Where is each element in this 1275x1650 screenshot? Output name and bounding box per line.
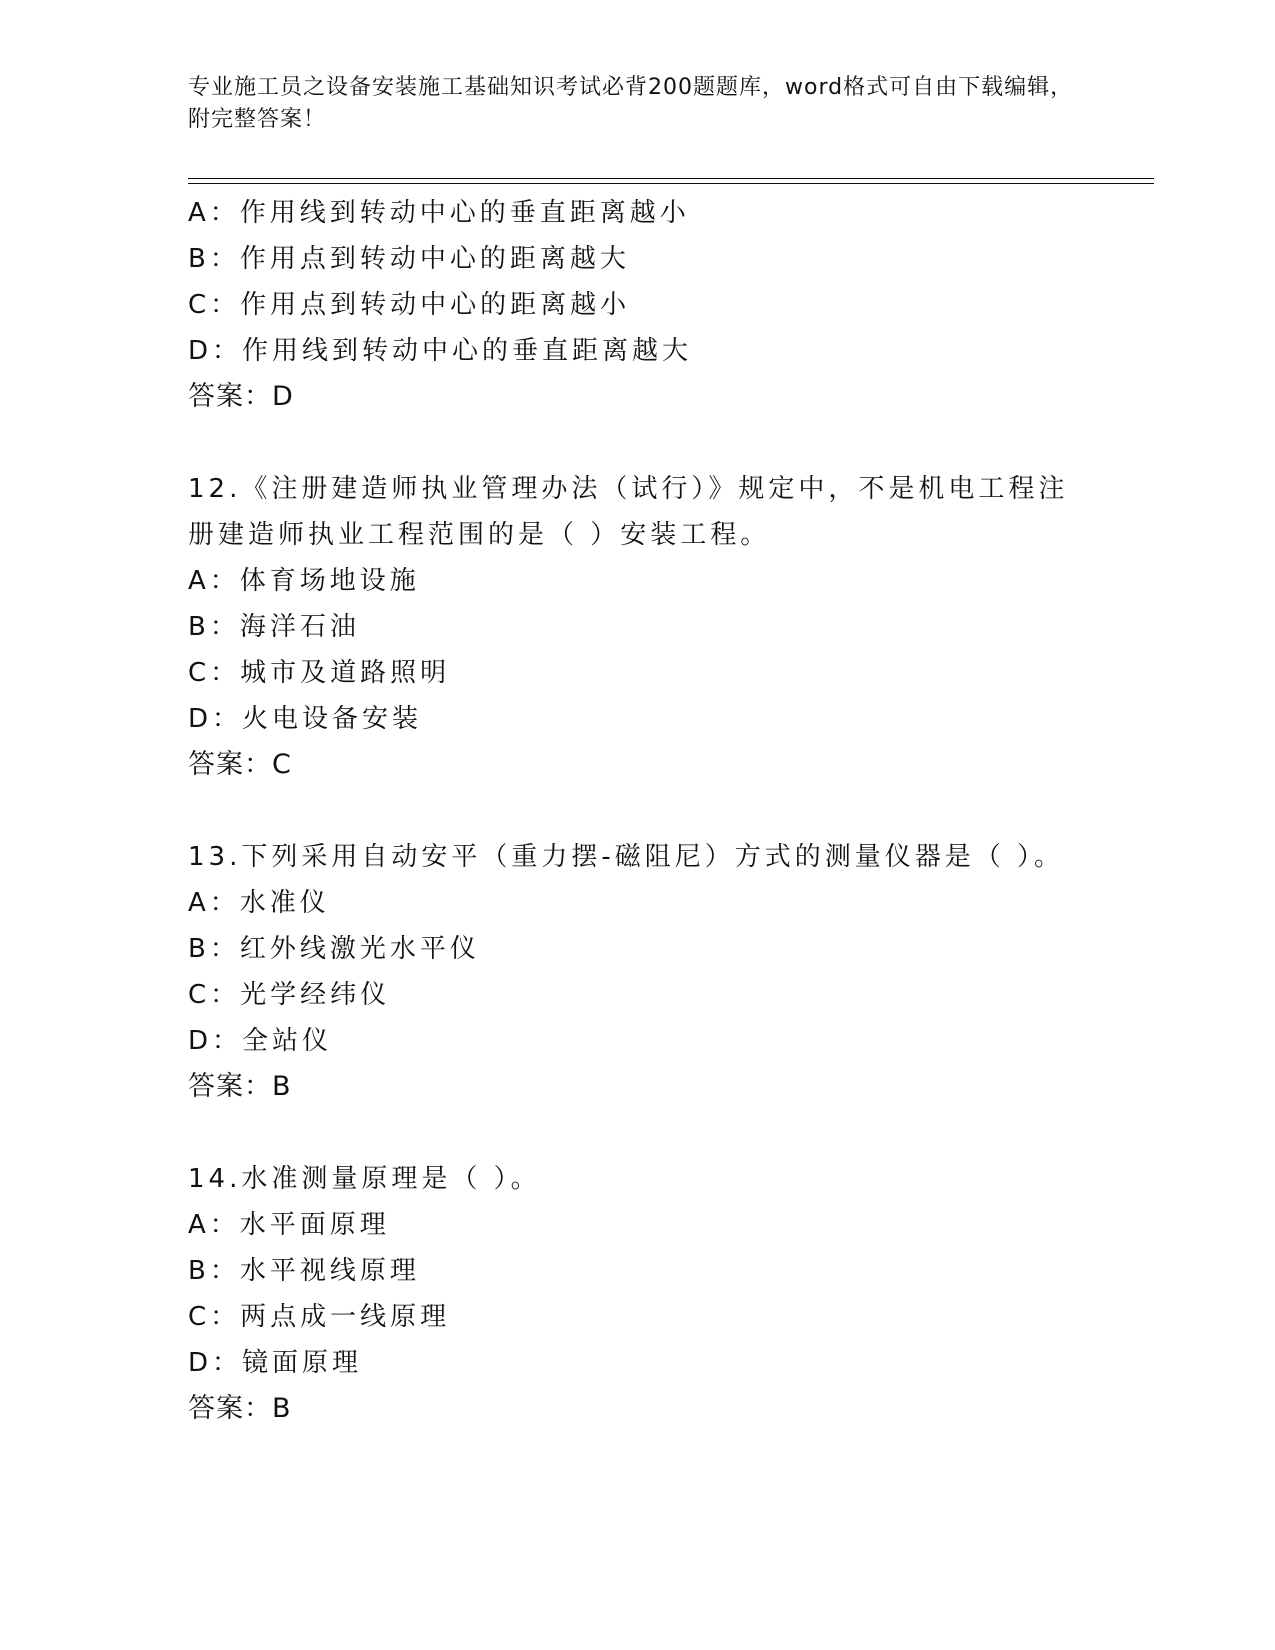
option-b: B：红外线激光水平仪 xyxy=(188,934,480,964)
question-block-14 xyxy=(188,1156,1148,1432)
answer-line: 答案：B xyxy=(188,1393,292,1424)
option-a: A：水平面原理 xyxy=(188,1210,390,1240)
header-divider-bottom xyxy=(188,183,1154,184)
option-c: C：城市及道路照明 xyxy=(188,658,451,688)
question-stem: 14.水准测量原理是（ ）。 xyxy=(188,1164,541,1194)
question-stem: 13.下列采用自动安平（重力摆-磁阻尼）方式的测量仪器是（ ）。 xyxy=(188,842,1064,872)
option-d: D：火电设备安装 xyxy=(188,704,423,734)
answer-line: 答案：B xyxy=(188,1071,292,1102)
option-b: B：水平视线原理 xyxy=(188,1256,420,1286)
option-c: C：两点成一线原理 xyxy=(188,1302,451,1332)
option-a: A：作用线到转动中心的垂直距离越小 xyxy=(188,198,690,228)
option-c: C：作用点到转动中心的距离越小 xyxy=(188,290,631,320)
option-b: B：海洋石油 xyxy=(188,612,360,642)
option-d: D：镜面原理 xyxy=(188,1348,363,1378)
answer-line: 答案：D xyxy=(188,381,294,412)
option-b: B：作用点到转动中心的距离越大 xyxy=(188,244,630,274)
option-d: D：作用线到转动中心的垂直距离越大 xyxy=(188,336,693,366)
option-c: C：光学经纬仪 xyxy=(188,980,391,1010)
question-list xyxy=(188,190,1148,1432)
question-block-12 xyxy=(188,466,1148,788)
option-a: A：体育场地设施 xyxy=(188,566,420,596)
option-a: A：水准仪 xyxy=(188,888,330,918)
question-block-11 xyxy=(188,190,1148,420)
question-block-13 xyxy=(188,834,1148,1110)
question-stem: 12.《注册建造师执业管理办法（试行）》规定中，不是机电工程注册建造师执业工程范围的是（ ）安装工程。 xyxy=(188,474,1069,550)
option-d: D：全站仪 xyxy=(188,1026,333,1056)
page-header-title: 专业施工员之设备安装施工基础知识考试必背200题题库，word格式可自由下载编辑，附完整答案！ xyxy=(188,75,1074,132)
header-divider-top xyxy=(188,178,1154,179)
answer-line: 答案：C xyxy=(188,749,292,780)
